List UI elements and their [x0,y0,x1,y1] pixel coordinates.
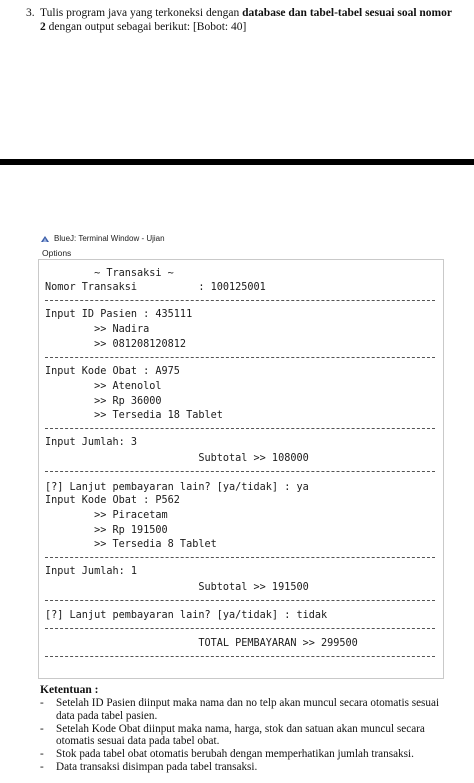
bluej-icon [40,235,50,243]
question-text-a: Tulis program java yang terkoneksi dengan [40,7,243,19]
terminal-output [38,259,444,679]
terminal-line: Input Kode Obat : A975 [45,366,180,377]
terminal-line: >> Rp 191500 [45,525,168,536]
terminal-line: >> Tersedia 18 Tablet [45,410,223,421]
terminal-line: >> Piracetam [45,510,168,521]
terminal-line: Input Kode Obat : P562 [45,495,180,506]
window-title: BlueJ: Terminal Window - Ujian [54,234,165,243]
ketentuan-item: Stok pada tabel obat otomatis berubah dengan memperhatikan jumlah transaksi. [56,748,414,761]
divider-line [45,428,435,429]
terminal-line: ~ Transaksi ~ [45,268,174,279]
divider-line [45,357,435,358]
divider-line [45,300,435,301]
ketentuan-item: Data transaksi disimpan pada tabel transaksi. [56,760,258,773]
terminal-line: TOTAL PEMBAYARAN >> 299500 [45,638,358,649]
terminal-line: Input Jumlah: 1 [45,566,138,577]
question-text-b: dengan output sebagai berikut: [Bobot: 40] [45,21,247,33]
question-block [26,6,456,34]
bullet: - [40,722,44,735]
window-title-bar [40,234,165,243]
terminal-line: Subtotal >> 191500 [45,582,309,593]
ketentuan-item: Setelah Kode Obat diinput maka nama, harga, stok dan satuan akan muncul secara otomatis sesuai data pada tabel obat. [56,722,425,748]
list-item [40,761,460,774]
divider-line [45,557,435,558]
list-item [40,697,460,723]
ketentuan-list [40,697,460,774]
divider-line [45,628,435,629]
terminal-line: >> Nadira [45,324,150,335]
question-number: 3. [26,7,35,19]
terminal-line: Nomor Transaksi : 100125001 [45,282,266,293]
divider-line [45,600,435,601]
terminal-line: [?] Lanjut pembayaran lain? [ya/tidak] : ya [45,482,309,493]
bullet: - [40,697,44,709]
terminal-line: >> 081208120812 [45,339,187,350]
bullet: - [40,760,44,773]
divider-line [45,656,435,657]
list-item [40,723,460,749]
divider-line [45,471,435,472]
terminal-line: Input Jumlah: 3 [45,437,138,448]
list-item [40,748,460,761]
ketentuan-title: Ketentuan : [40,684,99,696]
bullet: - [40,748,44,761]
question-text-bold: database dan tabel-tabel sesuai soal nomor 2 [40,7,452,33]
menu-options[interactable]: Options [42,248,72,258]
ketentuan-item: Setelah ID Pasien diinput maka nama dan no telp akan muncul secara otomatis sesuai data pada tabel pasien. [56,697,440,722]
separator-bar [0,159,474,165]
terminal-line: >> Tersedia 8 Tablet [45,539,217,550]
question-text [40,6,456,34]
terminal-line: >> Atenolol [45,381,162,392]
terminal-line: Input ID Pasien : 435111 [45,309,193,320]
terminal-line: >> Rp 36000 [45,396,162,407]
terminal-line: [?] Lanjut pembayaran lain? [ya/tidak] : tidak [45,610,328,621]
terminal-line: Subtotal >> 108000 [45,453,309,464]
